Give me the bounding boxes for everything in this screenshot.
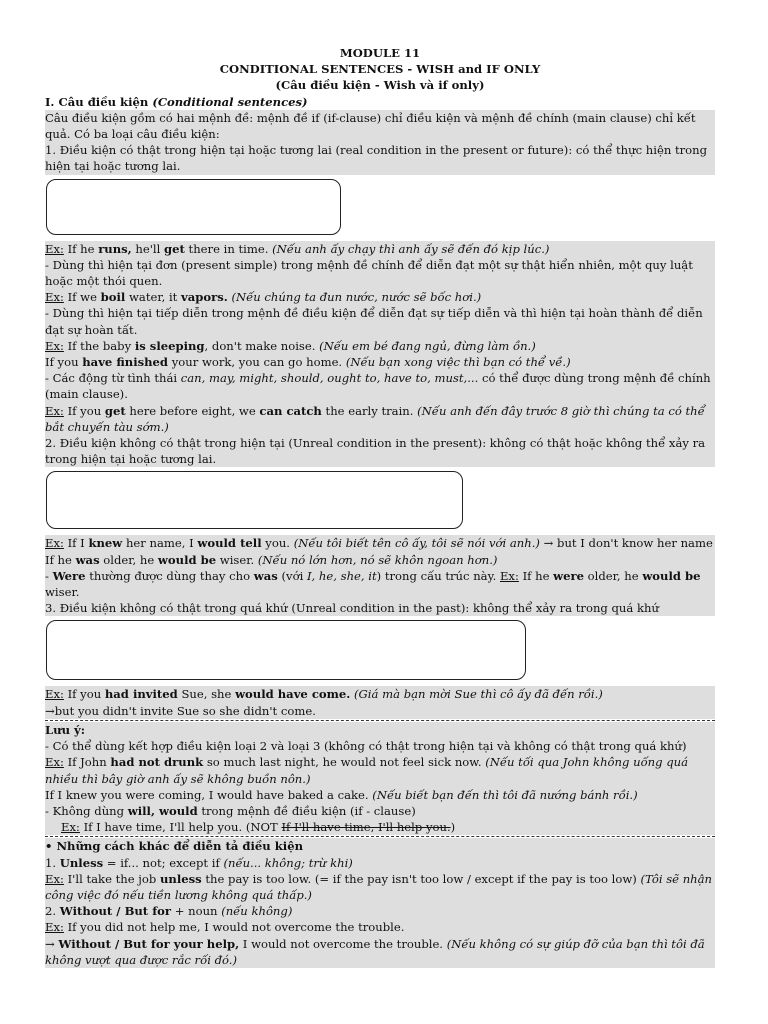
type2-formula-box [46,471,463,529]
note-example-2: If I knew you were coming, I would have baked a cake. (Nếu biết bạn đến thì tôi đã nướng bánh rồi.) [45,787,715,803]
without-example-1: Ex: If you did not help me, I would not overcome the trouble. [45,919,715,935]
topic-title: CONDITIONAL SENTENCES - WISH and IF ONLY [219,62,541,77]
type2-note: - Were thường được dùng thay cho was (với I, he, she, it) trong cấu trúc này. Ex: If he were older, he would be wiser. [45,568,715,600]
type1-example-1: Ex: If he runs, he'll get there in time. (Nếu anh ấy chạy thì anh ấy sẽ đến đó kịp lúc.) [45,241,715,257]
type3-formula-box [46,620,526,680]
type1-note-3: - Các động từ tình thái can, may, might, should, ought to, have to, must,... có thể được dùng trong mệnh đề chính (main clause). [45,370,715,402]
without-example-2: → Without / But for your help, I would not overcome the trouble. (Nếu không có sự giúp đỡ của bạn thì tôi đã không vượt qua được rắc rối đó.) [45,936,715,968]
without-title: 2. Without / But for + noun (nếu không) [45,903,715,919]
type2-description: 2. Điều kiện không có thật trong hiện tại (Unreal condition in the present): không có thật hoặc không thể xảy ra trong hiện tại hoặc tương lai. [45,435,715,467]
note-heading: Lưu ý: [45,722,715,738]
document-page [45,45,715,968]
unless-title: 1. Unless = if... not; except if (nếu... không; trừ khi) [45,855,715,871]
type1-example-5: Ex: If you get here before eight, we can catch the early train. (Nếu anh đến đây trước 8 giờ thì chúng ta có thể bắt chuyến tàu sớm.) [45,403,715,435]
type2-example-2: If he was older, he would be wiser. (Nếu nó lớn hơn, nó sẽ khôn ngoan hơn.) [45,552,715,568]
type1-example-3: Ex: If the baby is sleeping, don't make noise. (Nếu em bé đang ngủ, đừng làm ồn.) [45,338,715,354]
other-ways-heading: • Những cách khác để diễn tả điều kiện [45,838,715,854]
note-mixed: - Có thể dùng kết hợp điều kiện loại 2 và loại 3 (không có thật trong hiện tại và không có thật trong quá khứ) [45,738,715,754]
note-example-3: Ex: If I have time, I'll help you. (NOT If I'll have time, I'll help you.) [45,819,715,835]
note-example-1: Ex: If John had not drunk so much last night, he would not feel sick now. (Nếu tối qua John không uống quá nhiều thì bây giờ anh ấy sẽ không buồn nôn.) [45,754,715,786]
type1-description: 1. Điều kiện có thật trong hiện tại hoặc tương lai (real condition in the present or future): có thể thực hiện trong hiện tại hoặc tương lai. [45,142,715,174]
unless-example: Ex: I'll take the job unless the pay is too low. (= if the pay isn't too low / except if the pay is too low) (Tôi sẽ nhận công việc đó nếu tiền lương không quá thấp.) [45,871,715,903]
type1-note-2: - Dùng thì hiện tại tiếp diễn trong mệnh đề điều kiện để diễn đạt sự tiếp diễn và thì hiện tại hoàn thành để diễn đạt sự hoàn tất. [45,305,715,337]
dashed-divider-1 [45,720,715,721]
type2-example-1: Ex: If I knew her name, I would tell you. (Nếu tôi biết tên cô ấy, tôi sẽ nói với anh.) → but I don't know her name [45,535,715,551]
type3-example-1: Ex: If you had invited Sue, she would have come. (Giá mà bạn mời Sue thì cô ấy đã đến rồi.) [45,686,715,702]
section1-intro: Câu điều kiện gồm có hai mệnh đề: mệnh đề if (if-clause) chỉ điều kiện và mệnh đề chính (main clause) chỉ kết quả. Có ba loại câu điều kiện: [45,110,715,142]
type3-example-2: →but you didn't invite Sue so she didn't come. [45,703,715,719]
type1-example-2: Ex: If we boil water, it vapors. (Nếu chúng ta đun nước, nước sẽ bốc hơi.) [45,289,715,305]
module-title: MODULE 11 [339,46,421,60]
dashed-divider-2 [45,836,715,837]
type1-example-4: If you have finished your work, you can go home. (Nếu bạn xong việc thì bạn có thể về.) [45,354,715,370]
section1-heading: I. Câu điều kiện (Conditional sentences) [45,94,308,109]
topic-subtitle: (Câu điều kiện - Wish và if only) [275,78,485,93]
type3-description: 3. Điều kiện không có thật trong quá khứ (Unreal condition in the past): không thể xảy ra trong quá khứ [45,600,715,616]
note-no-will: - Không dùng will, would trong mệnh đề điều kiện (if - clause) [45,803,715,819]
type1-formula-box [46,179,341,235]
type1-note-1: - Dùng thì hiện tại đơn (present simple) trong mệnh đề chính để diễn đạt một sự thật hiển nhiên, một quy luật hoặc một thói quen. [45,257,715,289]
